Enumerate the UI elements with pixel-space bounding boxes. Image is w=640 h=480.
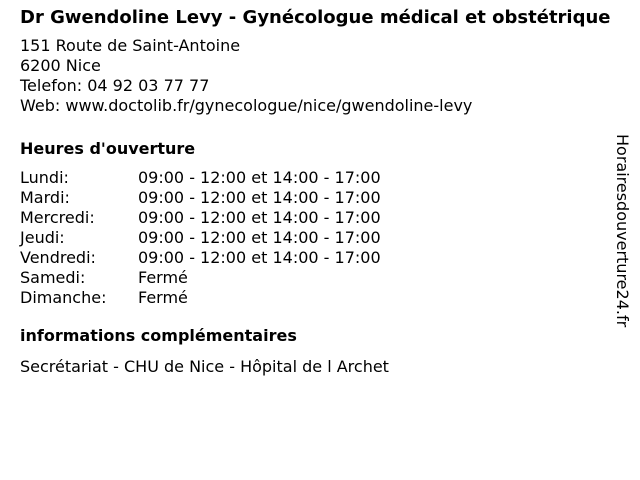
street-address: 151 Route de Saint-Antoine <box>20 36 241 55</box>
additional-info-text: Secrétariat - CHU de Nice - Hôpital de l Archet <box>20 357 389 376</box>
site-watermark: Horairesdouverture24.fr <box>613 134 632 328</box>
time-value: Fermé <box>138 288 188 307</box>
listing-card <box>20 8 618 377</box>
hours-row-wednesday <box>20 208 618 228</box>
phone-number: Telefon: 04 92 03 77 77 <box>20 76 210 95</box>
website-link[interactable]: Web: www.doctolib.fr/gynecologue/nice/gwendoline-levy <box>20 96 473 115</box>
time-value: 09:00 - 12:00 et 14:00 - 17:00 <box>138 228 381 247</box>
time-value: 09:00 - 12:00 et 14:00 - 17:00 <box>138 208 381 227</box>
time-value: Fermé <box>138 268 188 287</box>
page-title: Dr Gwendoline Levy - Gynécologue médical et obstétrique <box>20 7 611 28</box>
day-label: Samedi: <box>20 268 86 287</box>
hours-row-monday <box>20 168 618 188</box>
time-value: 09:00 - 12:00 et 14:00 - 17:00 <box>138 168 381 187</box>
day-label: Vendredi: <box>20 248 96 267</box>
time-value: 09:00 - 12:00 et 14:00 - 17:00 <box>138 248 381 267</box>
additional-info-heading: informations complémentaires <box>20 326 297 345</box>
day-label: Dimanche: <box>20 288 107 307</box>
day-label: Mercredi: <box>20 208 95 227</box>
hours-row-thursday <box>20 228 618 248</box>
hours-row-saturday <box>20 268 618 288</box>
hours-row-friday <box>20 248 618 268</box>
city-postal-code: 6200 Nice <box>20 56 101 75</box>
day-label: Jeudi: <box>20 228 65 247</box>
day-label: Lundi: <box>20 168 69 187</box>
time-value: 09:00 - 12:00 et 14:00 - 17:00 <box>138 188 381 207</box>
day-label: Mardi: <box>20 188 70 207</box>
hours-row-tuesday <box>20 188 618 208</box>
hours-row-sunday <box>20 288 618 308</box>
opening-hours-table <box>20 168 618 308</box>
opening-hours-heading: Heures d'ouverture <box>20 139 196 158</box>
address-block <box>20 36 618 116</box>
